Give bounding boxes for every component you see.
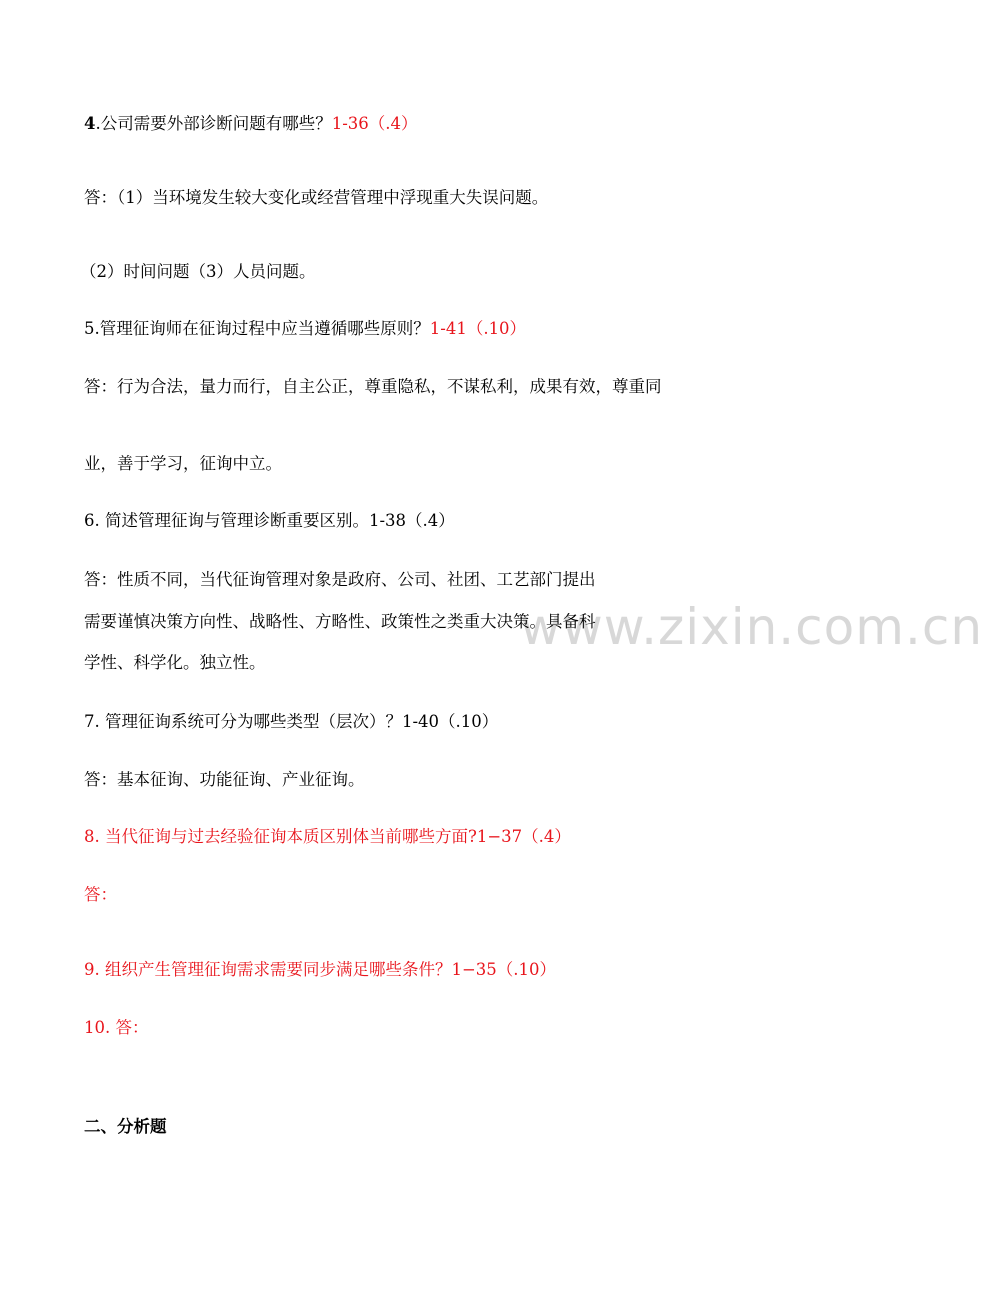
question-5-text: 5.管理征询师在征询过程中应当遵循哪些原则？ bbox=[84, 319, 430, 338]
question-5 bbox=[84, 318, 526, 340]
question-7: 7. 管理征询系统可分为哪些类型（层次）？1-40（.10） bbox=[84, 712, 499, 731]
question-10: 10. 答： bbox=[84, 1018, 149, 1037]
answer-7-line-1: 答：基本征询、功能征询、产业征询。 bbox=[84, 770, 365, 789]
watermark: www.zixin.com.cn bbox=[520, 598, 983, 656]
section-2-title: 二、分析题 bbox=[84, 1117, 167, 1136]
answer-6-line-1: 答：性质不同，当代征询管理对象是政府、公司、社团、工艺部门提出 bbox=[84, 570, 596, 589]
question-9: 9. 组织产生管理征询需求需要同步满足哪些条件？1−35（.10） bbox=[84, 960, 557, 979]
question-5-ref: 1-41（.10） bbox=[429, 319, 527, 338]
answer-5-line-2: 业，善于学习，征询中立。 bbox=[84, 454, 282, 473]
question-4-number: 4 bbox=[84, 114, 96, 133]
question-4 bbox=[84, 113, 418, 135]
answer-4-line-2: （2）时间问题（3）人员问题。 bbox=[80, 262, 316, 281]
question-6: 6. 简述管理征询与管理诊断重要区别。1-38（.4） bbox=[84, 511, 455, 530]
answer-4-line-1: 答：（1）当环境发生较大变化或经营管理中浮现重大失误问题。 bbox=[84, 188, 549, 207]
answer-8-line-1: 答： bbox=[84, 885, 117, 904]
answer-6-line-2: 需要谨慎决策方向性、战略性、方略性、政策性之类重大决策。具备科 bbox=[84, 612, 596, 631]
answer-6-line-3: 学性、科学化。独立性。 bbox=[84, 653, 266, 672]
question-4-ref: 1-36（.4） bbox=[331, 114, 418, 133]
question-4-text: .公司需要外部诊断问题有哪些？ bbox=[95, 114, 332, 133]
answer-5-line-1: 答：行为合法，量力而行，自主公正，尊重隐私，不谋私利，成果有效，尊重同 bbox=[84, 377, 662, 396]
question-8: 8. 当代征询与过去经验征询本质区别体当前哪些方面?1−37（.4） bbox=[84, 827, 571, 846]
